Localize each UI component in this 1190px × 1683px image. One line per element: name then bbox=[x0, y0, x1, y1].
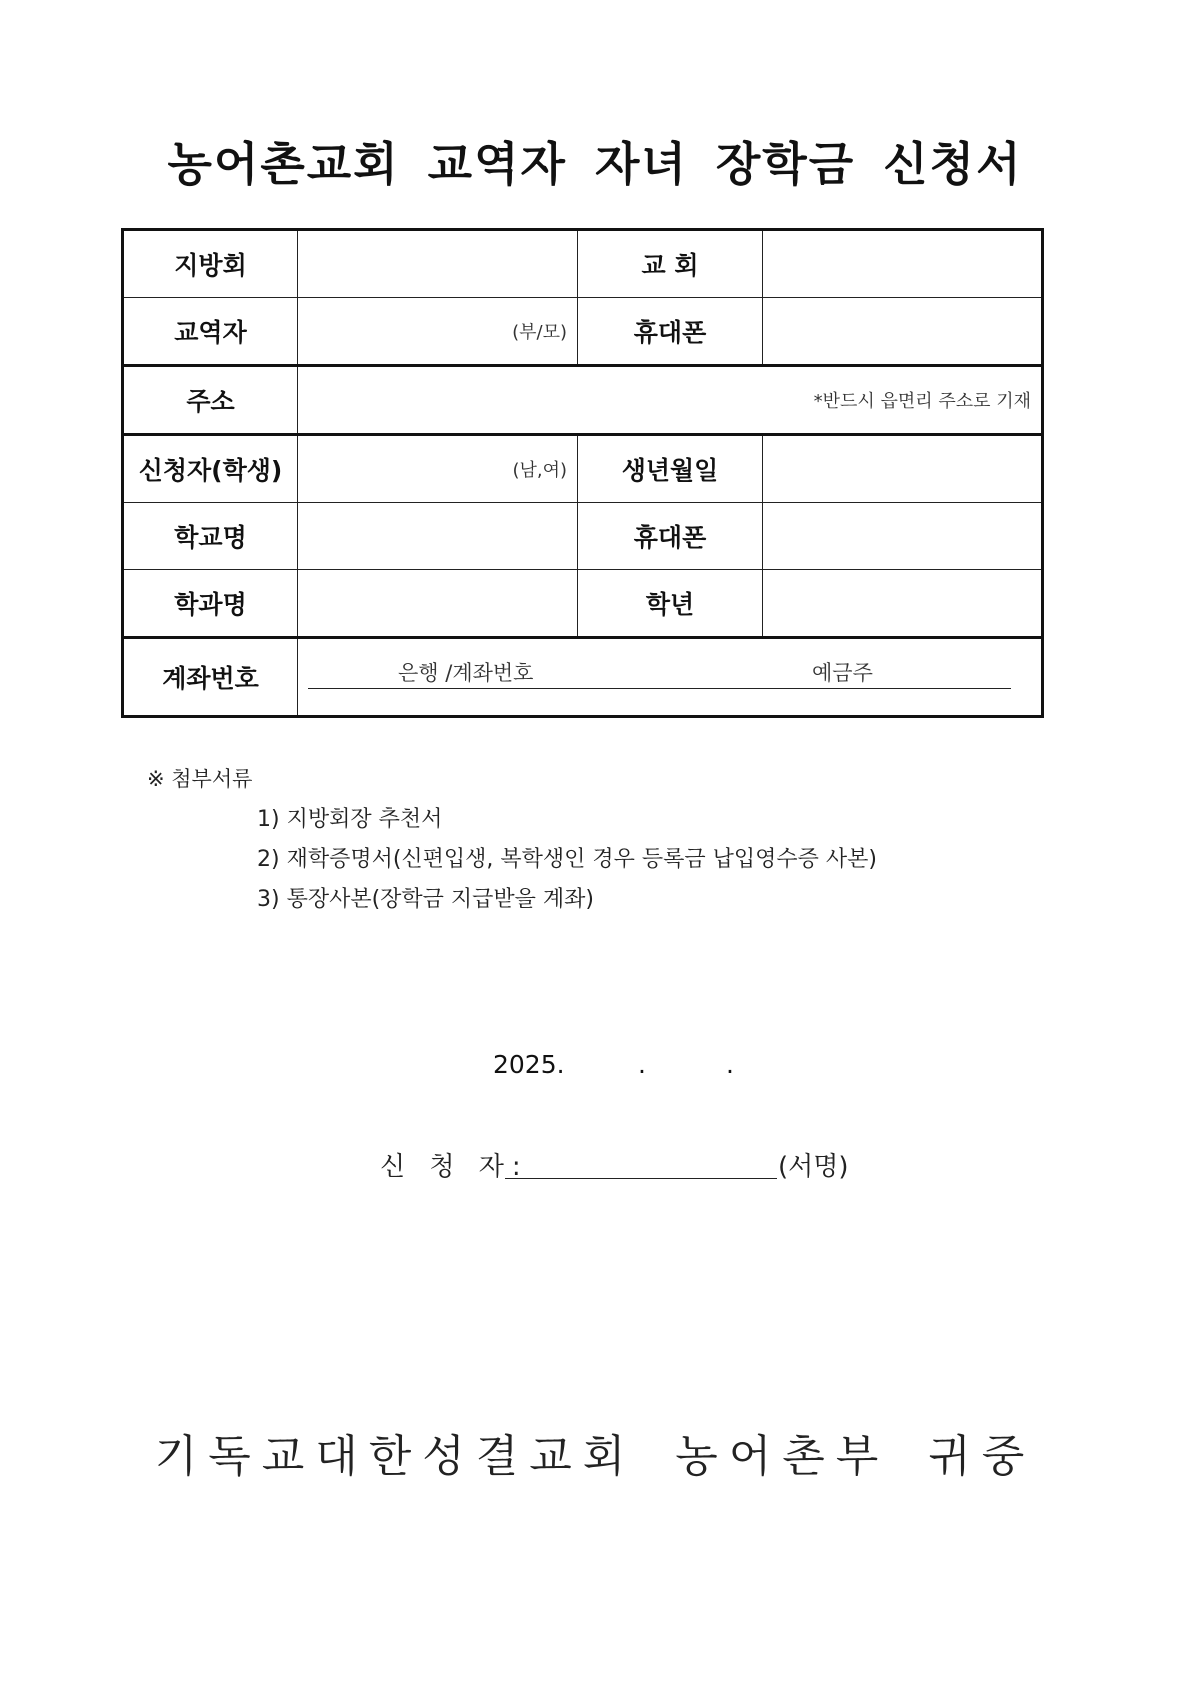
page-title: 농어촌교회 교역자 자녀 장학금 신청서 bbox=[167, 137, 1023, 191]
form-row-address bbox=[123, 366, 1043, 435]
address-hint: *반드시 읍면리 주소로 기재 bbox=[813, 391, 1031, 412]
account-label: 계좌번호 bbox=[123, 638, 298, 717]
footer-addressee: 기독교대한성결교회 농어촌부 귀중 bbox=[154, 1431, 1036, 1482]
school-label: 학교명 bbox=[123, 503, 298, 570]
account-field[interactable] bbox=[298, 638, 1043, 717]
address-field[interactable] bbox=[298, 366, 1043, 435]
church-label: 교 회 bbox=[578, 230, 763, 298]
dept-label: 학과명 bbox=[123, 570, 298, 638]
form-row-district bbox=[123, 230, 1043, 298]
dept-field[interactable] bbox=[298, 570, 578, 638]
minister-hint: (부/모) bbox=[512, 322, 567, 343]
date-separator: . bbox=[638, 1050, 646, 1079]
minister-field[interactable] bbox=[298, 298, 578, 366]
signature-suffix: (서명) bbox=[778, 1152, 849, 1182]
phone2-label: 휴대폰 bbox=[578, 503, 763, 570]
bank-text: 은행 /계좌번호 bbox=[398, 661, 534, 685]
form-row-school bbox=[123, 503, 1043, 570]
grade-field[interactable] bbox=[763, 570, 1043, 638]
form-row-minister bbox=[123, 298, 1043, 366]
attachment-item: 1) 지방회장 추천서 bbox=[257, 807, 443, 832]
minister-label: 교역자 bbox=[123, 298, 298, 366]
form-row-applicant bbox=[123, 435, 1043, 503]
holder-text: 예금주 bbox=[812, 661, 873, 685]
form-row-department bbox=[123, 570, 1043, 638]
signature-label: 신 청 자: bbox=[380, 1152, 529, 1182]
date-year: 2025. bbox=[493, 1050, 565, 1079]
district-field[interactable] bbox=[298, 230, 578, 298]
attachment-item: 3) 통장사본(장학금 지급받을 계좌) bbox=[257, 887, 595, 912]
date-separator: . bbox=[726, 1050, 734, 1079]
attachments-heading: ※ 첨부서류 bbox=[147, 767, 253, 791]
address-label: 주소 bbox=[123, 366, 298, 435]
applicant-label: 신청자(학생) bbox=[123, 435, 298, 503]
form-row-account bbox=[123, 638, 1043, 717]
grade-label: 학년 bbox=[578, 570, 763, 638]
birth-field[interactable] bbox=[763, 435, 1043, 503]
applicant-field[interactable] bbox=[298, 435, 578, 503]
account-underline bbox=[308, 688, 1011, 689]
phone-field[interactable] bbox=[763, 298, 1043, 366]
district-label: 지방회 bbox=[123, 230, 298, 298]
birth-label: 생년월일 bbox=[578, 435, 763, 503]
application-form-table bbox=[121, 228, 1044, 718]
phone2-field[interactable] bbox=[763, 503, 1043, 570]
church-field[interactable] bbox=[763, 230, 1043, 298]
applicant-hint: (남,여) bbox=[512, 460, 567, 481]
phone-label: 휴대폰 bbox=[578, 298, 763, 366]
school-field[interactable] bbox=[298, 503, 578, 570]
signature-line[interactable] bbox=[505, 1178, 777, 1179]
attachment-item: 2) 재학증명서(신편입생, 복학생인 경우 등록금 납입영수증 사본) bbox=[257, 847, 878, 872]
